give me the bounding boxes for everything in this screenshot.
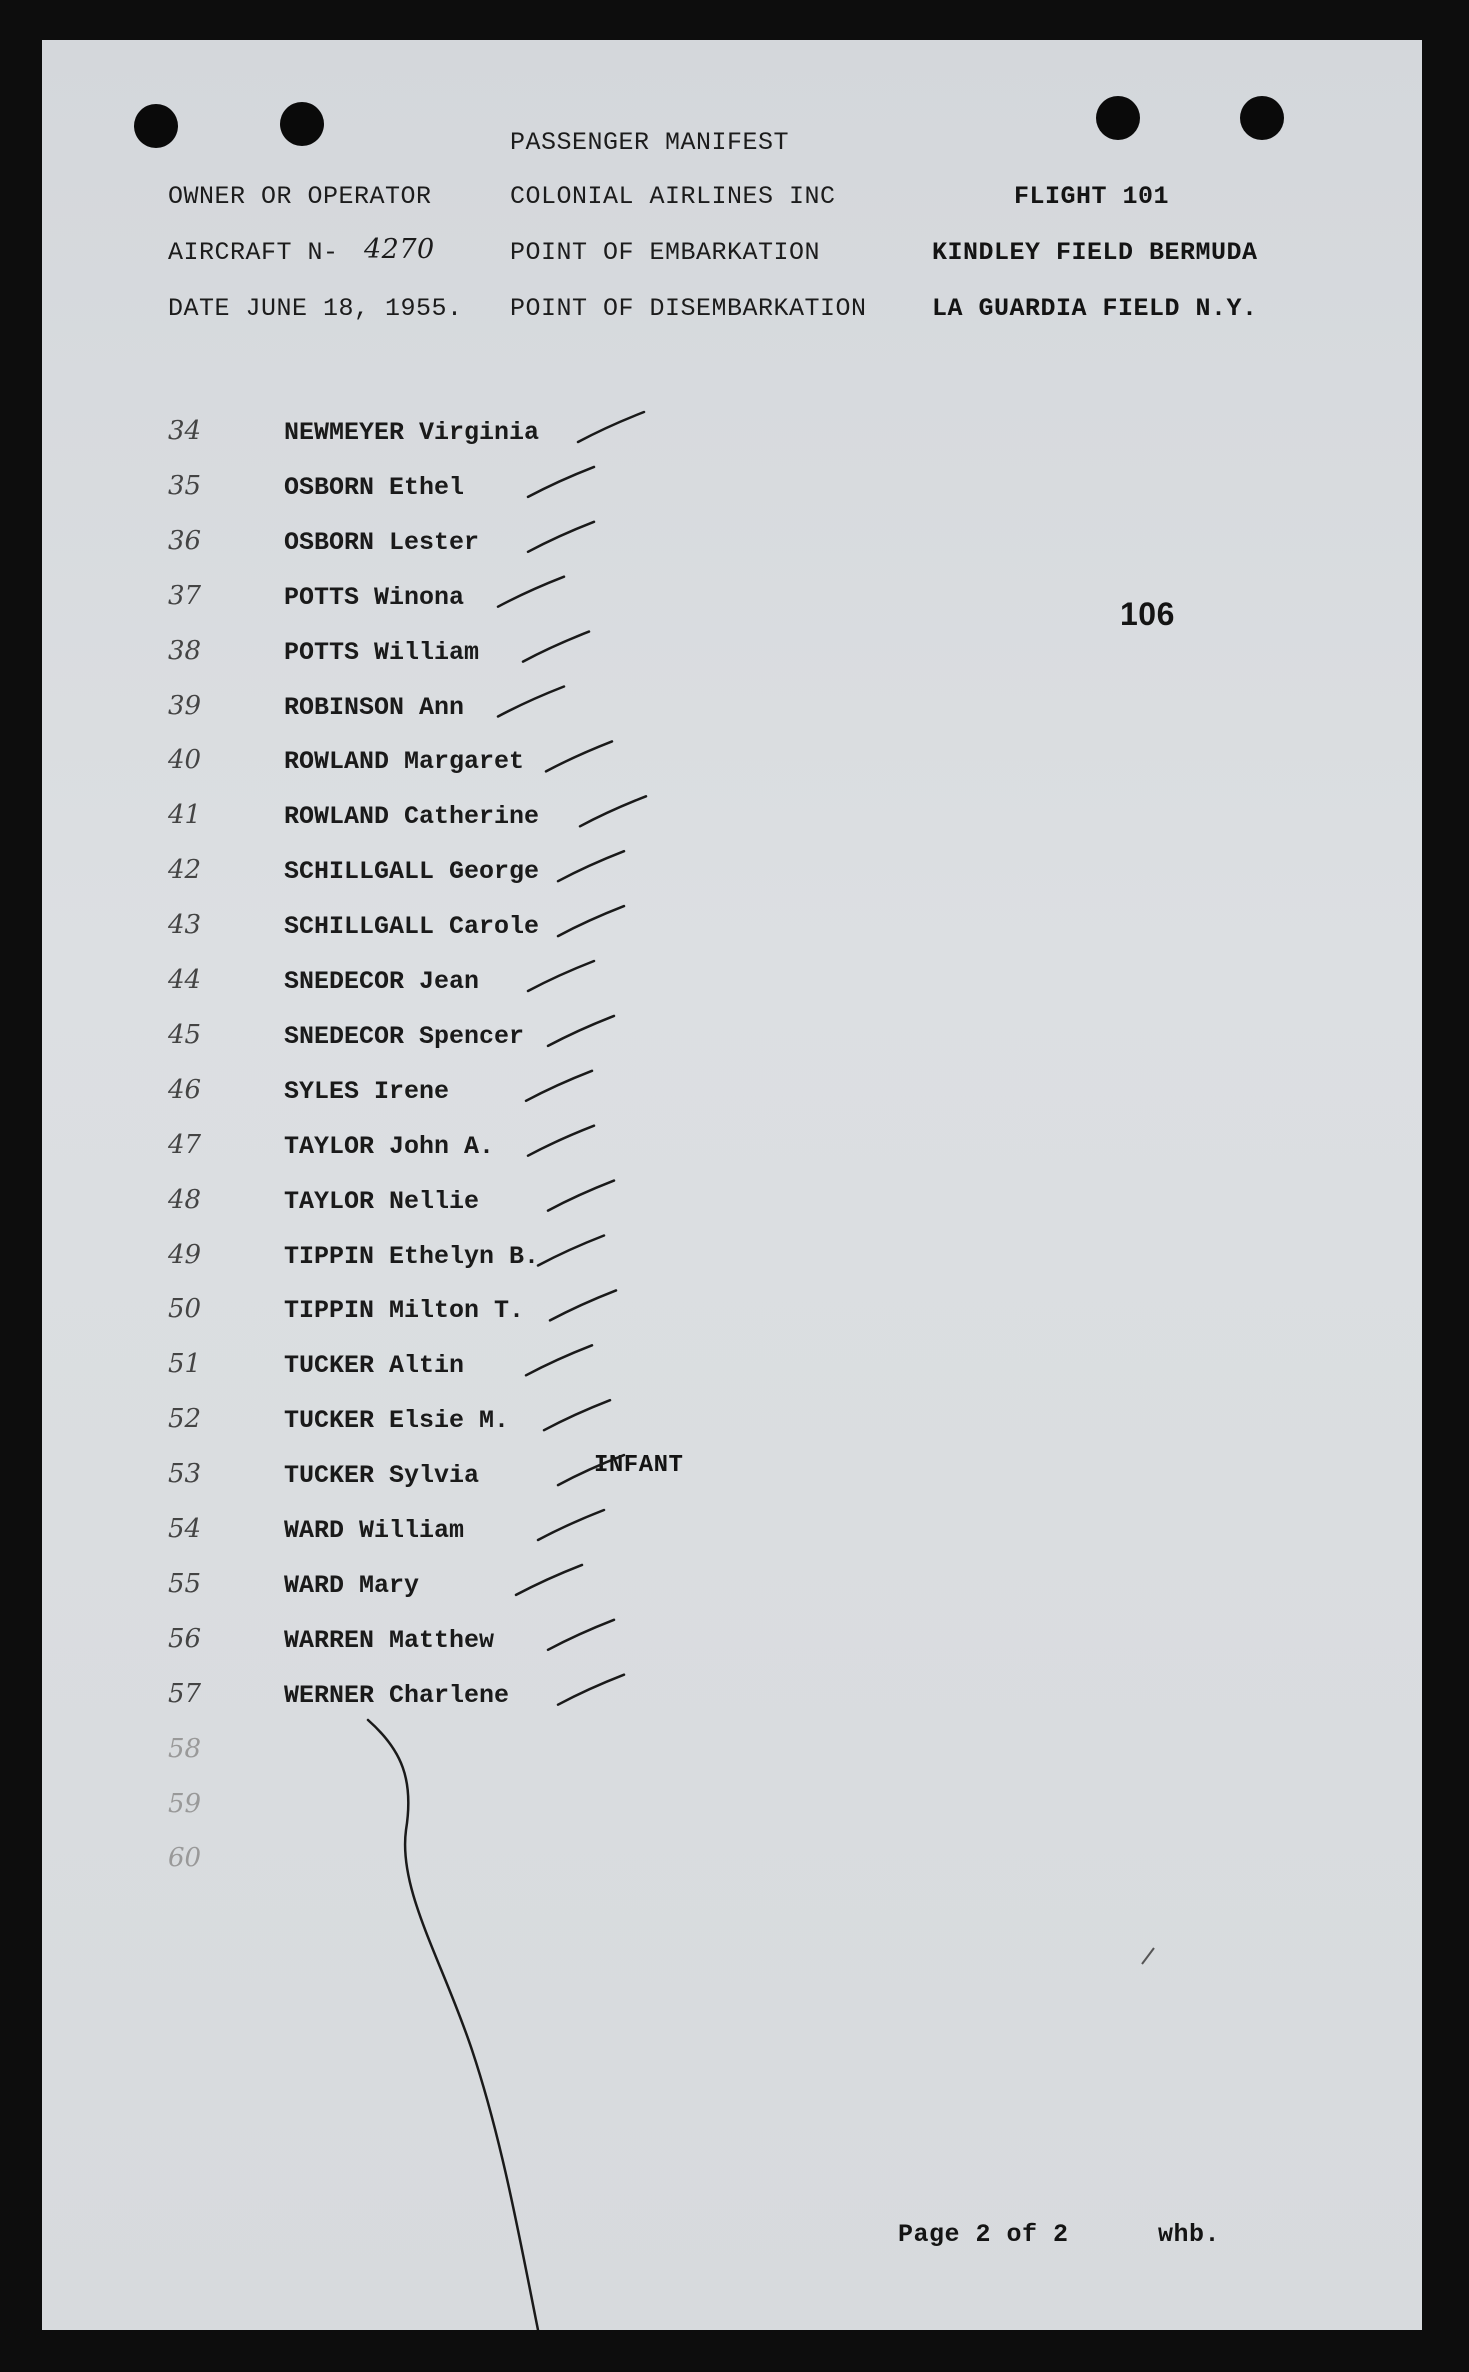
row-number: 49 — [168, 1240, 202, 1270]
row-number: 38 — [168, 636, 202, 666]
passenger-name: WARREN Matthew — [284, 1626, 495, 1655]
empty-row-number: 60 — [168, 1843, 202, 1873]
passenger-name: ROWLAND Margaret — [284, 747, 525, 776]
embarkation-label: POINT OF EMBARKATION — [510, 238, 821, 267]
row-number: 56 — [168, 1624, 202, 1654]
row-number: 57 — [168, 1679, 202, 1709]
passenger-name: WARD Mary — [284, 1571, 420, 1600]
passenger-name: SCHILLGALL Carole — [284, 912, 540, 941]
row-number: 45 — [168, 1020, 202, 1050]
check-mark — [548, 1016, 614, 1046]
check-mark — [526, 1071, 592, 1101]
infant-annotation: INFANT — [594, 1452, 684, 1479]
aircraft-number: 4270 — [364, 234, 435, 265]
row-number: 36 — [168, 526, 202, 556]
passenger-name: TAYLOR Nellie — [284, 1187, 480, 1216]
check-mark — [516, 1565, 582, 1595]
closing-line — [368, 1720, 538, 2330]
row-number: 51 — [168, 1349, 202, 1379]
passenger-name: TUCKER Altin — [284, 1351, 465, 1380]
stray-mark — [1142, 1948, 1154, 1964]
passenger-name: TIPPIN Milton T. — [284, 1296, 525, 1325]
passenger-name: TIPPIN Ethelyn B. — [284, 1242, 540, 1271]
check-mark — [548, 1181, 614, 1211]
manifest-page — [42, 40, 1422, 2330]
passenger-name: SNEDECOR Jean — [284, 967, 480, 996]
passenger-name: ROWLAND Catherine — [284, 802, 540, 831]
passenger-name: NEWMEYER Virginia — [284, 418, 540, 447]
passenger-name: TUCKER Sylvia — [284, 1461, 480, 1490]
row-number: 39 — [168, 691, 202, 721]
check-mark — [558, 1675, 624, 1705]
stamp-number: 106 — [1120, 596, 1175, 632]
clerk-initials: whb. — [1158, 2220, 1221, 2249]
passenger-name: OSBORN Lester — [284, 528, 480, 557]
check-mark — [528, 467, 594, 497]
row-number: 47 — [168, 1130, 202, 1160]
row-number: 52 — [168, 1404, 202, 1434]
check-mark — [528, 1126, 594, 1156]
passenger-name: TUCKER Elsie M. — [284, 1406, 510, 1435]
row-number: 43 — [168, 910, 202, 940]
row-number: 48 — [168, 1185, 202, 1215]
check-mark — [550, 1290, 616, 1320]
owner-value: COLONIAL AIRLINES INC — [510, 182, 836, 211]
row-number: 55 — [168, 1569, 202, 1599]
row-number: 34 — [168, 416, 202, 446]
disembarkation-label: POINT OF DISEMBARKATION — [510, 294, 867, 323]
page-number: Page 2 of 2 — [898, 2220, 1069, 2249]
check-mark — [558, 851, 624, 881]
passenger-name: WARD William — [284, 1516, 465, 1545]
row-number: 53 — [168, 1459, 202, 1489]
check-mark — [523, 632, 589, 662]
empty-row-number: 58 — [168, 1734, 202, 1764]
passenger-name: ROBINSON Ann — [284, 693, 465, 722]
row-number: 46 — [168, 1075, 202, 1105]
row-number: 54 — [168, 1514, 202, 1544]
check-mark — [538, 1236, 604, 1266]
row-number: 35 — [168, 471, 202, 501]
date-label: DATE JUNE 18, 1955. — [168, 294, 463, 323]
disembarkation-value: LA GUARDIA FIELD N.Y. — [932, 294, 1258, 323]
check-mark — [528, 961, 594, 991]
check-mark — [498, 687, 564, 717]
passenger-name: TAYLOR John A. — [284, 1132, 495, 1161]
check-mark — [544, 1400, 610, 1430]
empty-row-number: 59 — [168, 1789, 202, 1819]
manifest-title: PASSENGER MANIFEST — [510, 128, 790, 157]
passenger-name: WERNER Charlene — [284, 1681, 510, 1710]
row-number: 50 — [168, 1294, 202, 1324]
row-number: 41 — [168, 800, 202, 830]
check-mark — [538, 1510, 604, 1540]
row-number: 40 — [168, 745, 202, 775]
check-mark — [498, 577, 564, 607]
check-mark — [580, 796, 646, 826]
check-mark — [548, 1620, 614, 1650]
check-mark — [526, 1345, 592, 1375]
check-mark — [528, 522, 594, 552]
passenger-name: OSBORN Ethel — [284, 473, 465, 502]
check-mark — [546, 741, 612, 771]
embarkation-value: KINDLEY FIELD BERMUDA — [932, 238, 1258, 267]
passenger-name: SCHILLGALL George — [284, 857, 540, 886]
check-marks — [42, 40, 1422, 2330]
row-number: 37 — [168, 581, 202, 611]
row-number: 44 — [168, 965, 202, 995]
row-number: 42 — [168, 855, 202, 885]
check-mark — [558, 906, 624, 936]
check-mark — [558, 1455, 624, 1485]
aircraft-label: AIRCRAFT N- — [168, 238, 339, 267]
passenger-name: SNEDECOR Spencer — [284, 1022, 525, 1051]
passenger-name: POTTS William — [284, 638, 480, 667]
owner-label: OWNER OR OPERATOR — [168, 182, 432, 211]
passenger-name: POTTS Winona — [284, 583, 465, 612]
passenger-name: SYLES Irene — [284, 1077, 450, 1106]
check-mark — [578, 412, 644, 442]
flight-number: FLIGHT 101 — [1014, 182, 1170, 211]
